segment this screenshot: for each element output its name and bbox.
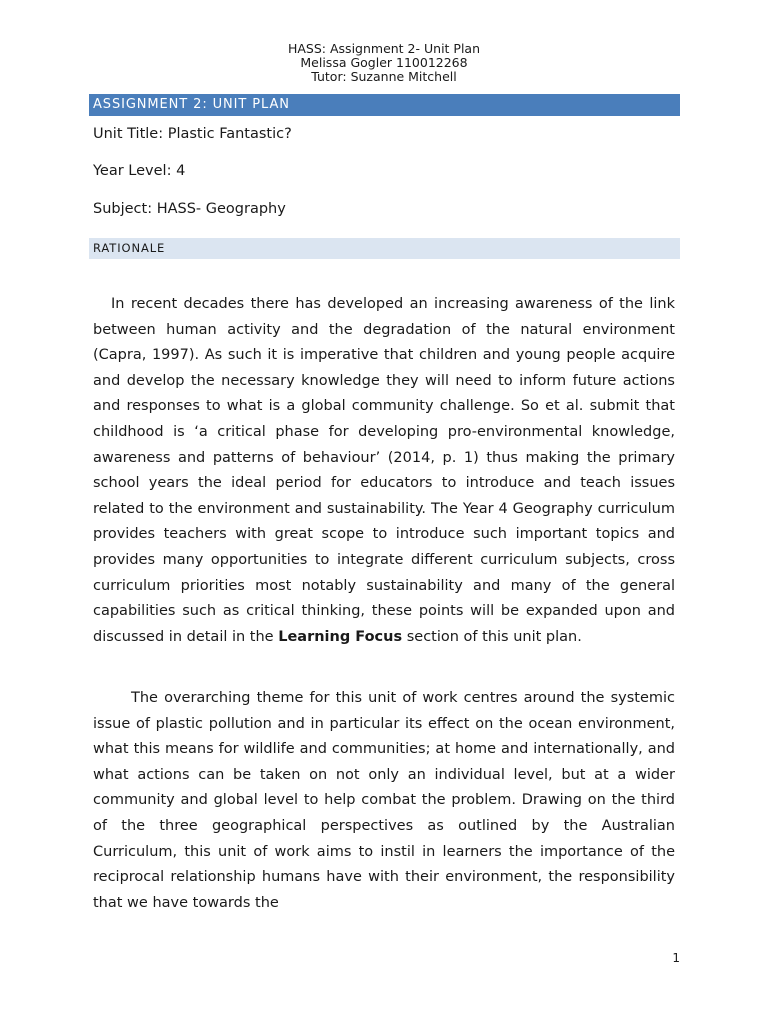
header-author-line: Melissa Gogler 110012268 [300, 55, 468, 70]
unit-title-field: Unit Title: Plastic Fantastic? [93, 126, 292, 142]
subject-field: Subject: HASS- Geography [93, 201, 286, 217]
rationale-paragraph-2: The overarching theme for this unit of work centres around the systemic issue of plastic pollution and in particular its effect on the ocean environment, what this means for wildlife and communities; at home and internationally, and what actions can be taken on not only an individual level, but at a wider community and global level to help combat the problem. Drawing on the third of the three geographical perspectives as outlined by the Australian Curriculum, this unit of work aims to instil in learners the importance of the reciprocal relationship humans have with their environment, the responsibility that we have towards the [93, 690, 675, 911]
rationale-paragraph-1 [93, 292, 675, 650]
header-assignment-line: HASS: Assignment 2- Unit Plan [287, 41, 481, 56]
learning-focus-emphasis: Learning Focus [278, 628, 403, 645]
rationale-heading-banner: RATIONALE [89, 238, 680, 259]
paragraph-1-text-start: In recent decades there has developed an increasing awareness of the link between human activity and the degradation of the natural environment (Capra, 1997). As such it is imperative that children and young people acquire and develop the necessary knowledge they will need to inform future actions and responses to what is a global community challenge. So et al. submit that childhood is ‘a critical phase for developing pro-environmental knowledge, awareness and patterns of behaviour’ (2014, p. 1) thus making the primary school years the ideal period for educators to introduce and teach issues related to the environment and sustainability. The Year 4 Geography curriculum provides teachers with great scope to introduce such important topics and provides many opportunities to integrate different curriculum subjects, cross curriculum priorities most notably sustainability and many of the general capabilities such as critical thinking, these points will be expanded upon and discussed in detail in the [93, 296, 675, 645]
document-header [0, 42, 768, 84]
page-number: 1 [672, 951, 680, 965]
paragraph-1-text-end: section of this unit plan. [402, 628, 582, 645]
year-level-field: Year Level: 4 [93, 163, 186, 179]
section-heading-banner: ASSIGNMENT 2: UNIT PLAN [89, 94, 680, 116]
header-tutor-line: Tutor: Suzanne Mitchell [311, 69, 457, 84]
